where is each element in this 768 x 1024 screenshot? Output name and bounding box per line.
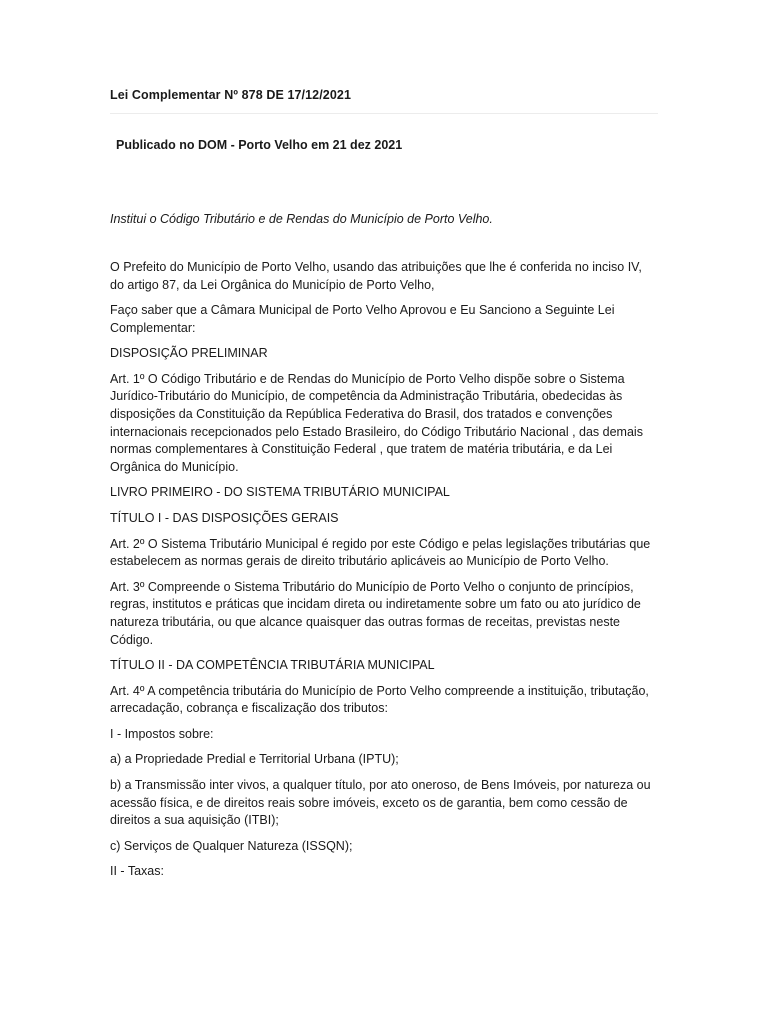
article-1: Art. 1º O Código Tributário e de Rendas do Município de Porto Velho dispõe sobre o Sistema Jurídico-Tributário do Município, de competência da Administração Tributária, obedecidas às disposições da Constituição da República Federativa do Brasil, dos tratados e convenções internacionais recepcionados pelo Estado Brasileiro, do Código Tributário Nacional , das demais normas complementares à Constituição Federal , que tratem de matéria tributária, e da Lei Orgânica do Município. [110, 371, 643, 474]
list-item-c: c) Serviços de Qualquer Natureza (ISSQN); [110, 838, 353, 853]
enactment-paragraph: Faço saber que a Câmara Municipal de Porto Velho Aprovou e Eu Sanciono a Seguinte Lei Complementar: [110, 303, 615, 335]
section-heading-preliminary: DISPOSIÇÃO PRELIMINAR [110, 346, 268, 361]
document-page [110, 86, 658, 881]
book-heading: LIVRO PRIMEIRO - DO SISTEMA TRIBUTÁRIO MUNICIPAL [110, 485, 450, 500]
title-heading-1: TÍTULO I - DAS DISPOSIÇÕES GERAIS [110, 510, 339, 525]
publication-note: Publicado no DOM - Porto Velho em 21 dez 2021 [116, 138, 403, 152]
preamble-paragraph: O Prefeito do Município de Porto Velho, usando das atribuições que lhe é conferida no inciso IV, do artigo 87, da Lei Orgânica do Município de Porto Velho, [110, 260, 642, 292]
article-4: Art. 4º A competência tributária do Município de Porto Velho compreende a instituição, tributação, arrecadação, cobrança e fiscalização dos tributos: [110, 683, 649, 716]
article-3: Art. 3º Compreende o Sistema Tributário do Município de Porto Velho o conjunto de princípios, regras, institutos e práticas que incidam direta ou indiretamente sobre um fato ou ato jurídico de natureza tributária, ou que alcance quaisquer das outras formas de receitas, previstas neste Código. [110, 579, 641, 647]
title-heading-2: TÍTULO II - DA COMPETÊNCIA TRIBUTÁRIA MUNICIPAL [110, 658, 435, 673]
list-item-fees-header: II - Taxas: [110, 864, 164, 879]
list-item-taxes-header: I - Impostos sobre: [110, 726, 214, 741]
ementa: Institui o Código Tributário e de Rendas do Município de Porto Velho. [110, 212, 493, 226]
document-title: Lei Complementar Nº 878 DE 17/12/2021 [110, 86, 658, 114]
list-item-b: b) a Transmissão inter vivos, a qualquer título, por ato oneroso, de Bens Imóveis, por natureza ou acessão física, e de direitos reais sobre imóveis, exceto os de garantia, bem como cessão de direitos a sua aquisição (ITBI); [110, 778, 651, 828]
list-item-a: a) a Propriedade Predial e Territorial Urbana (IPTU); [110, 752, 399, 767]
article-2: Art. 2º O Sistema Tributário Municipal é regido por este Código e pelas legislações tributárias que estabelecem as normas gerais de direito tributário aplicáveis ao Município de Porto Velho. [110, 536, 651, 569]
